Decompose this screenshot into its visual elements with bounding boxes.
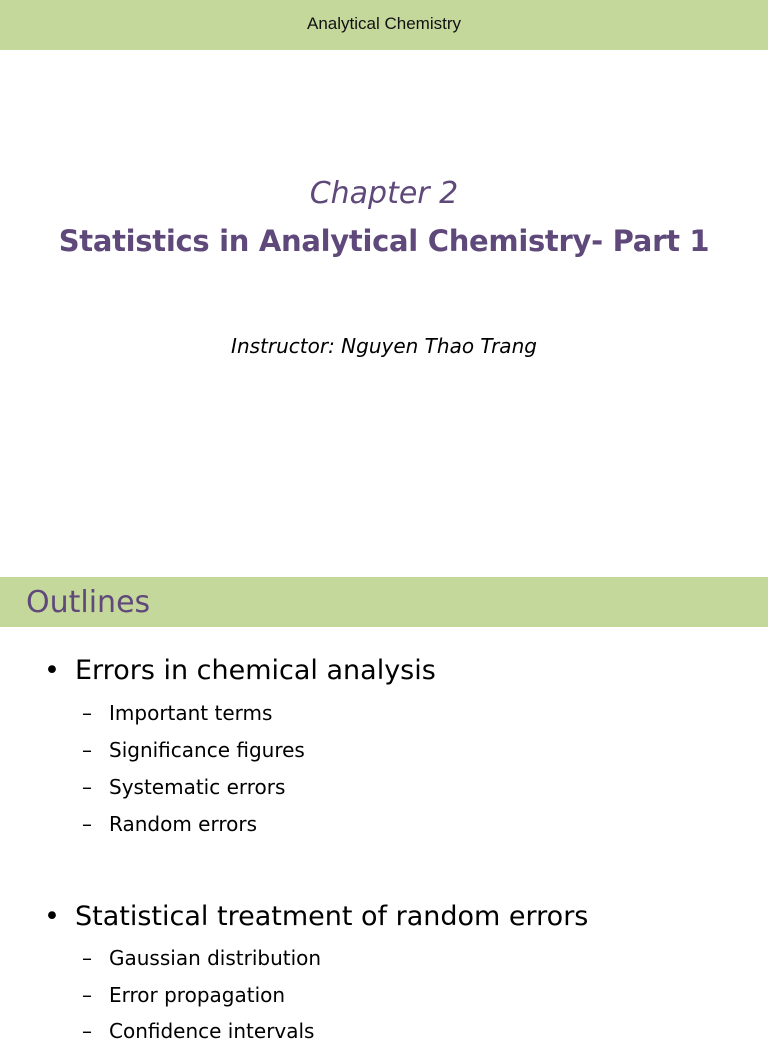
sub-marker: – xyxy=(82,738,92,762)
sub-marker: – xyxy=(82,946,92,970)
header-course-name: Analytical Chemistry xyxy=(307,14,461,33)
bullet-marker: • xyxy=(44,655,60,686)
outline-subitem-label: Important terms xyxy=(109,701,273,725)
outline-subitem-label: Gaussian distribution xyxy=(109,946,322,970)
outline-subitem xyxy=(82,981,285,1009)
sub-marker: – xyxy=(82,775,92,799)
header-band xyxy=(0,0,768,50)
outline-subitem-label: Random errors xyxy=(109,812,257,836)
outline-subitem-label: Systematic errors xyxy=(109,775,286,799)
sub-marker: – xyxy=(82,812,92,836)
outline-section-label: Statistical treatment of random errors xyxy=(75,901,589,932)
outline-subitem-label: Significance figures xyxy=(109,738,305,762)
outline-title: Outlines xyxy=(26,585,151,620)
outline-subitem xyxy=(82,773,285,801)
outline-section xyxy=(44,653,436,689)
outline-subitem xyxy=(82,1017,314,1045)
sub-marker: – xyxy=(82,701,92,725)
outline-slide xyxy=(0,577,768,1043)
sub-marker: – xyxy=(82,1019,92,1043)
outline-section-label: Errors in chemical analysis xyxy=(75,655,436,686)
bullet-marker: • xyxy=(44,901,60,932)
outline-subitem xyxy=(82,699,272,727)
outline-subitem-label: Confidence intervals xyxy=(109,1019,315,1043)
instructor-line: Instructor: Nguyen Thao Trang xyxy=(231,334,537,358)
chapter-label: Chapter 2 xyxy=(309,176,459,211)
outline-subitem xyxy=(82,810,257,838)
outline-subitem xyxy=(82,944,321,972)
sub-marker: – xyxy=(82,983,92,1007)
outline-subitem xyxy=(82,736,305,764)
outline-subitem-label: Error propagation xyxy=(109,983,286,1007)
outline-list xyxy=(0,577,768,1043)
slide-title: Statistics in Analytical Chemistry- Part 1 xyxy=(58,224,710,258)
outline-section xyxy=(44,899,588,935)
